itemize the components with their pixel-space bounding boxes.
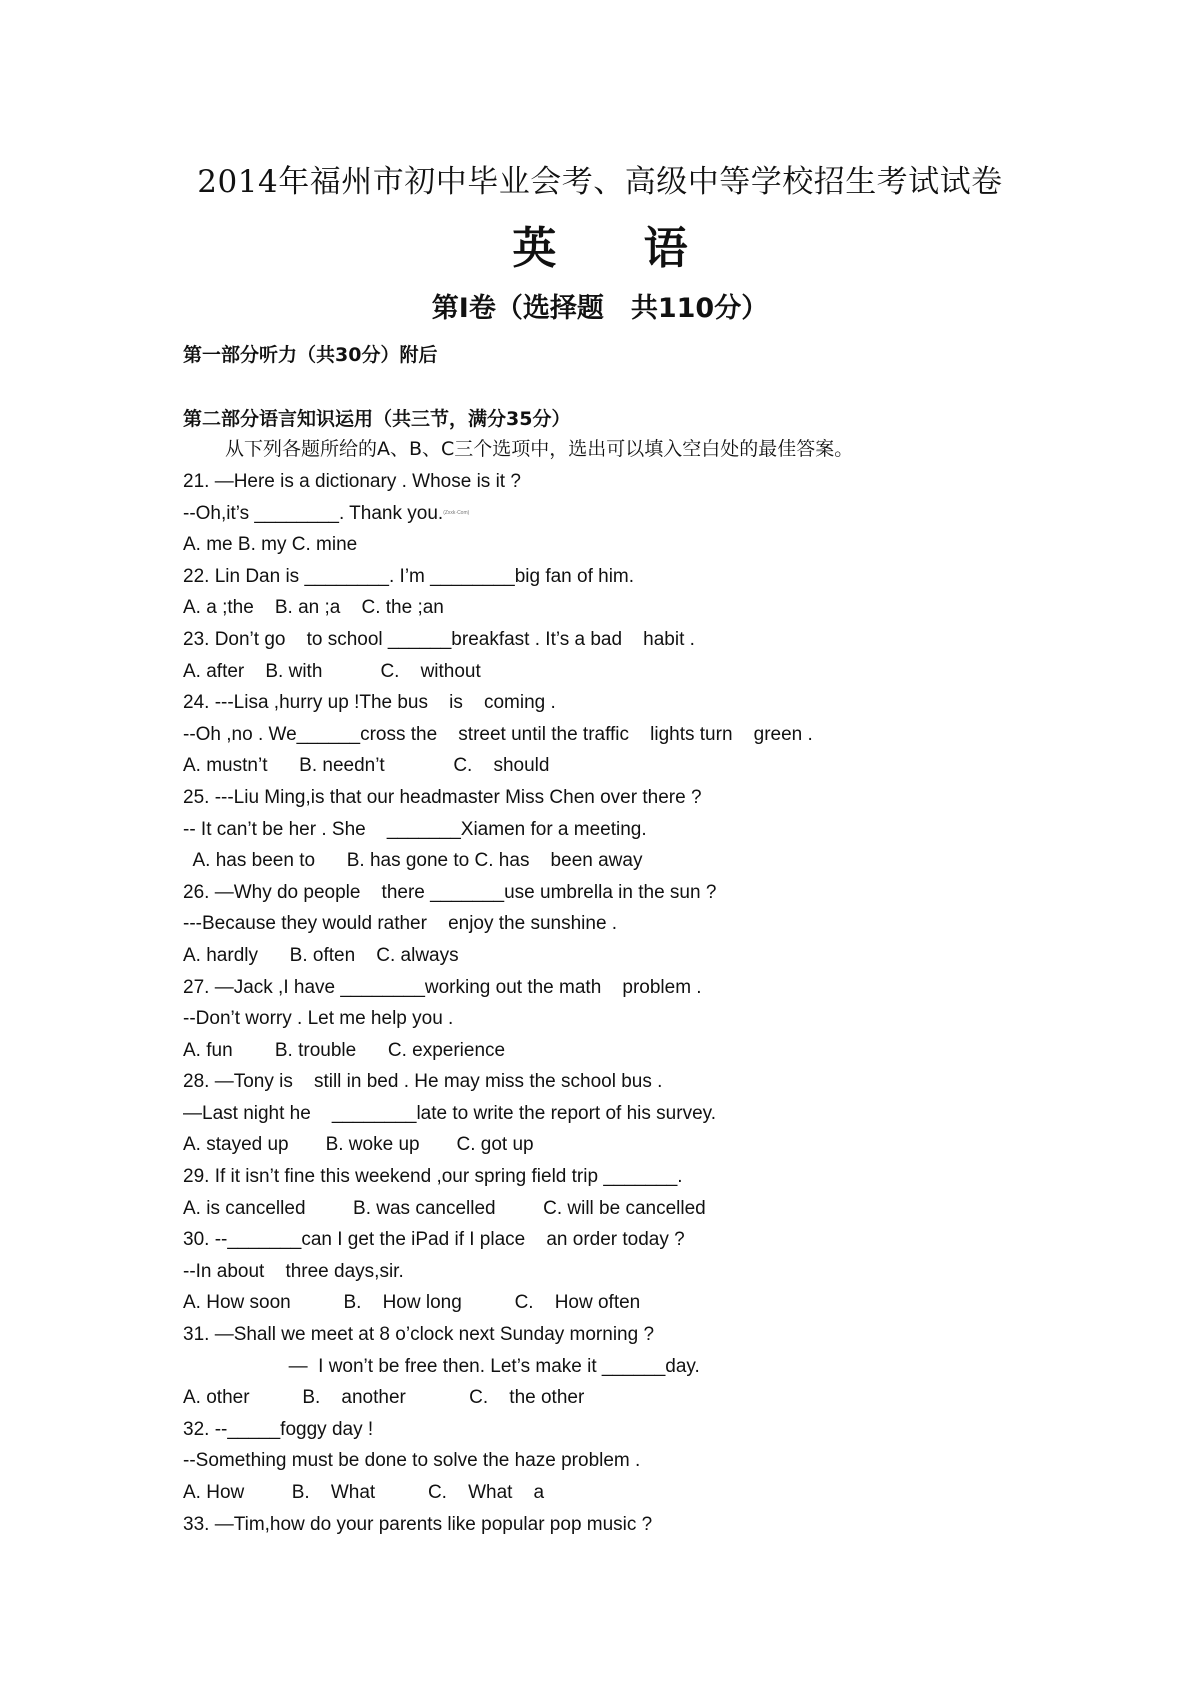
question-line: A. other B. another C. the other [183,1387,585,1409]
question-line: A. stayed up B. woke up C. got up [183,1134,534,1156]
question-line: 23. Don’t go to school ______breakfast . It’s a bad habit . [183,628,695,650]
question-line: — I won’t be free then. Let’s make it ______day. [183,1355,700,1377]
question-line: --In about three days,sir. [183,1260,404,1282]
question-line: A. a ;the B. an ;a C. the ;an [183,597,444,619]
question-line: A. me B. my C. mine [183,534,358,556]
part-one-heading: 第一部分听力（共30分）附后 [183,344,438,366]
question-line: —Last night he ________late to write the report of his survey. [183,1102,717,1124]
question-line: 21. —Here is a dictionary . Whose is it ? [183,471,521,492]
question-line: 30. --_______can I get the iPad if I place an order today ? [183,1229,685,1251]
volume-heading: 第Ⅰ卷（选择题 共110分） [431,293,769,324]
question-line: 26. —Why do people there _______use umbrella in the sun ? [183,881,717,903]
instruction-text: 从下列各题所给的A、B、C三个选项中，选出可以填入空白处的最佳答案。 [225,438,854,460]
exam-title: 2014年福州市初中毕业会考、高级中等学校招生考试试卷 [197,164,1003,200]
question-line [183,498,813,530]
question-line: 24. ---Lisa ,hurry up !The bus is coming . [183,692,556,714]
watermark-text: (Zxxk·Com) [443,509,470,516]
question-line: A. after B. with C. without [183,660,481,682]
question-line: A. is cancelled B. was cancelled C. will be cancelled [183,1197,706,1219]
question-line: 28. —Tony is still in bed . He may miss the school bus . [183,1071,663,1093]
question-line: 31. —Shall we meet at 8 o’clock next Sunday morning ? [183,1324,655,1346]
question-line: --Oh ,no . We______cross the street until the traffic lights turn green . [183,723,813,745]
question-line-text: --Oh,it’s ________. Thank you. [183,502,444,524]
subject-heading: 英 语 [512,223,724,274]
question-line: 27. —Jack ,I have ________working out the math problem . [183,976,702,998]
question-line: 25. ---Liu Ming,is that our headmaster Miss Chen over there ? [183,786,702,808]
question-line: 22. Lin Dan is ________. I’m ________big fan of him. [183,565,635,587]
question-line: --Don’t worry . Let me help you . [183,1008,454,1030]
question-line: ---Because they would rather enjoy the sunshine . [183,913,618,935]
question-line: A. How soon B. How long C. How often [183,1292,641,1314]
question-line: A. How B. What C. What a [183,1482,545,1503]
question-line: A. hardly B. often C. always [183,944,459,966]
question-line: A. fun B. trouble C. experience [183,1039,506,1061]
question-list [183,466,813,1540]
question-line: --Something must be done to solve the haze problem . [183,1450,641,1472]
question-line: 33. —Tim,how do your parents like popular pop music ? [183,1513,653,1535]
question-line: 29. If it isn’t fine this weekend ,our spring field trip _______. [183,1166,683,1188]
question-line: 32. --_____foggy day ! [183,1418,374,1440]
part-two-heading: 第二部分语言知识运用（共三节，满分35分） [183,408,571,430]
question-line: A. mustn’t B. needn’t C. should [183,755,550,777]
question-line: -- It can’t be her . She _______Xiamen for a meeting. [183,818,647,840]
question-line: A. has been to B. has gone to C. has been away [183,850,643,872]
